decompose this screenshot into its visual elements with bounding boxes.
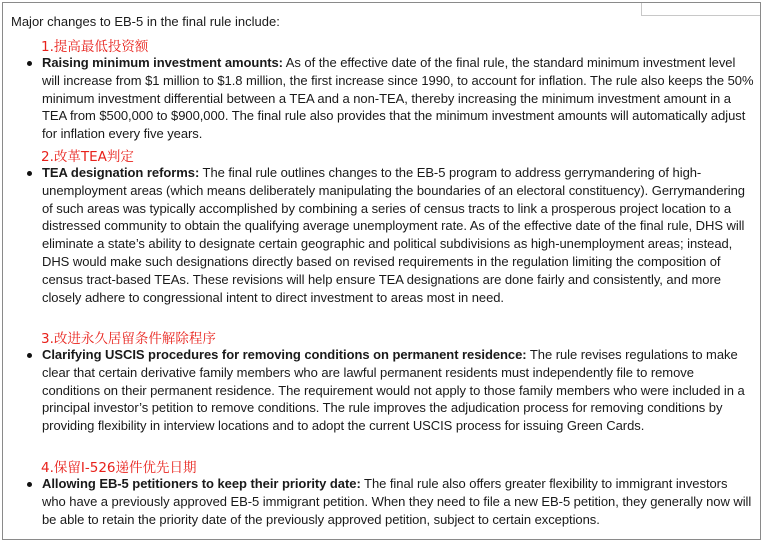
corner-tab: [641, 3, 760, 16]
item-body-4: The final rule also offers greater flexibility to immigrant investors who have a previously approved EB-5 immigrant petition. When they need to file a new EB-5 petition, they generally now will be able to retain the priority date of the previously approved petition, subject to certain exceptions.: [42, 476, 752, 527]
cn-label-2: 2.改革TEA判定: [41, 149, 134, 165]
item-body-1: As of the effective date of the final rule, the standard minimum investment level will increase from $1 million to $1.8 million, the first increase since 1990, to account for inflation. The rule also keeps the 50% minimum investment differential between a TEA and a non-TEA, thereby increasing the minimum investment amount in a TEA from $500,000 to $900,000. The final rule also provides that the minimum investment amounts will automatically adjust for inflation every five years.: [42, 55, 754, 142]
cn-label-4: 4.保留I-526递件优先日期: [41, 460, 197, 476]
list-item-1: [42, 54, 754, 143]
cn-label-3: 3.改进永久居留条件解除程序: [41, 331, 216, 347]
item-heading-2: TEA designation reforms:: [42, 165, 200, 180]
intro-text: Major changes to EB-5 in the final rule include:: [11, 14, 280, 29]
bullet-2: [27, 171, 32, 176]
list-item-2: [42, 164, 754, 306]
document-frame: [2, 2, 761, 540]
cn-label-1: 1.提高最低投资额: [41, 39, 149, 55]
bullet-4: [27, 482, 32, 487]
bullet-3: [27, 353, 32, 358]
item-heading-1: Raising minimum investment amounts:: [42, 55, 283, 70]
bullet-1: [27, 61, 32, 66]
item-heading-3: Clarifying USCIS procedures for removing conditions on permanent residence:: [42, 347, 527, 362]
list-item-4: [42, 475, 754, 528]
item-body-2: The final rule outlines changes to the EB-5 program to address gerrymandering of high-unemployment areas (which means deliberately manipulating the boundaries of an electoral constituency). Gerrymandering of such areas was typically accomplished by combining a series of census tracts to link a prosperous project location to a distressed community to obtain the qualifying average unemployment rate. As of the effective date of the final rule, DHS will eliminate a state’s ability to designate certain geographic and political subdivisions as high-unemployment areas; instead, DHS would make such designations directly based on revised requirements in the regulation limiting the composition of census tract-based TEAs. These revisions will help ensure TEA designations are done fairly and consistently, and more closely adhere to congressional intent to direct investment to areas most in need.: [42, 165, 745, 305]
item-heading-4: Allowing EB-5 petitioners to keep their priority date:: [42, 476, 361, 491]
list-item-3: [42, 346, 754, 435]
item-body-3: The rule revises regulations to make clear that certain derivative family members who are lawful permanent residents must independently file to remove conditions on their permanent residence. The requirement would not apply to those family members who were included in a principal investor’s petition to remove conditions. The rule improves the adjudication process for removing conditions by providing flexibility in interview locations and to adopt the current USCIS process for issuing Green Cards.: [42, 347, 745, 434]
